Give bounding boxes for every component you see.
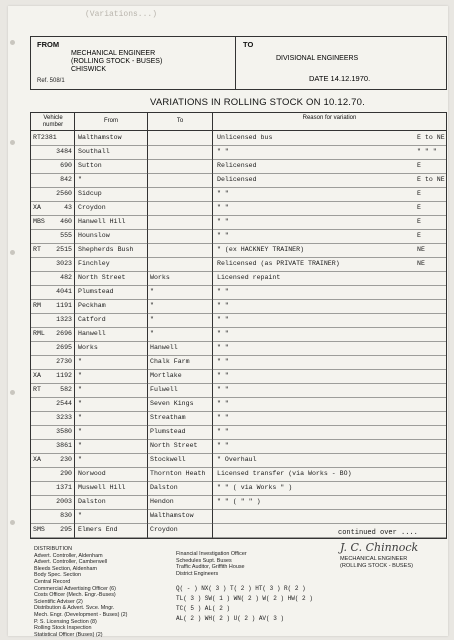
from-cell: "	[78, 428, 82, 435]
ref-number: Ref. 508/1	[37, 78, 65, 84]
vehicle-prefix: XA	[33, 372, 41, 379]
vehicle-number: 1192	[56, 372, 72, 379]
distribution-officer: Financial Investigation Officer	[176, 551, 247, 557]
vehicle-number: 1323	[56, 316, 72, 323]
table-row	[31, 286, 446, 300]
table-row	[31, 146, 446, 160]
table-row	[31, 384, 446, 398]
reason-cell: Unlicensed bus	[217, 134, 273, 141]
vehicle-number: 482	[60, 274, 72, 281]
reason-cell: " " ( " " )	[217, 498, 261, 505]
table-row	[31, 510, 446, 524]
table-row	[31, 468, 446, 482]
from-cell: Peckham	[78, 302, 106, 309]
from-line: (ROLLING STOCK - BUSES)	[71, 58, 163, 65]
from-cell: "	[78, 386, 82, 393]
from-cell: Hanwell Hill	[78, 218, 126, 225]
vehicle-number: 4041	[56, 288, 72, 295]
header-vehicle: Vehicle number	[42, 115, 64, 128]
faint-header: (Variations...)	[85, 10, 158, 19]
distribution-item: Distribution & Advert. Svce. Mngr.	[34, 605, 115, 612]
variations-table	[30, 112, 447, 539]
sign-line: (ROLLING STOCK - BUSES)	[340, 562, 413, 569]
vehicle-prefix: XA	[33, 204, 41, 211]
region-cell: E	[417, 218, 421, 225]
from-cell: "	[78, 512, 82, 519]
distribution-officer: District Engineers	[176, 570, 219, 577]
vehicle-number: 830	[60, 512, 72, 519]
table-row	[31, 426, 446, 440]
vehicle-prefix: RT	[33, 386, 41, 393]
table-row	[31, 216, 446, 230]
distribution-item: Body Spec. Section	[34, 572, 82, 579]
header-reason: Reason for variation	[302, 115, 357, 121]
vehicle-number: 2730	[56, 358, 72, 365]
vehicle-number: 230	[60, 456, 72, 463]
sign-line: MECHANICAL ENGINEER	[340, 556, 408, 562]
to-cell: North Street	[150, 442, 198, 449]
from-cell: Croydon	[78, 204, 106, 211]
region-cell: NE	[417, 246, 425, 253]
vehicle-number: 2696	[56, 330, 72, 337]
vehicle-number: 2695	[56, 344, 72, 351]
reason-cell: " "	[217, 400, 229, 407]
vehicle-number: 582	[60, 386, 72, 393]
to-cell: Chalk Farm	[150, 358, 190, 365]
to-cell: Stockwell	[150, 456, 186, 463]
reason-cell: " "	[217, 358, 229, 365]
from-cell: Muswell Hill	[78, 484, 126, 491]
to-cell: "	[150, 302, 154, 309]
region-cell: E to NE	[417, 134, 445, 141]
vehicle-prefix: RT2381	[33, 134, 57, 141]
table-row	[31, 202, 446, 216]
from-cell: "	[78, 358, 82, 365]
vehicle-number: 290	[60, 470, 72, 477]
table-row	[31, 174, 446, 188]
from-label: FROM	[37, 40, 60, 49]
distribution-officer: Schedules Supt. Buses	[176, 557, 232, 564]
distribution-list	[34, 546, 127, 638]
from-line: MECHANICAL ENGINEER	[71, 50, 156, 57]
reason-cell: Delicensed	[217, 176, 257, 183]
reason-cell: " Overhaul	[217, 456, 257, 463]
vehicle-number: 555	[60, 232, 72, 239]
from-cell: North Street	[78, 274, 126, 281]
to-cell: Fulwell	[150, 386, 178, 393]
from-address	[71, 50, 162, 74]
from-cell: Norwood	[78, 470, 106, 477]
distribution-item: Costs Officer (Mech. Engr.-Buses)	[34, 592, 116, 599]
vehicle-number: 3023	[56, 260, 72, 267]
reason-cell: " " ( via Works " )	[217, 484, 293, 491]
header-from: From	[104, 118, 118, 124]
region-cell: " " "	[417, 148, 437, 155]
from-line: CHISWICK	[71, 66, 106, 73]
reason-cell: " "	[217, 232, 229, 239]
table-row	[31, 244, 446, 258]
distribution-item: DISTRIBUTION	[34, 546, 73, 552]
to-cell: Mortlake	[150, 372, 182, 379]
from-cell: Sutton	[78, 162, 102, 169]
vehicle-number: 3233	[56, 414, 72, 421]
from-cell: Elmers End	[78, 526, 118, 533]
vehicle-number: 460	[60, 218, 72, 225]
table-row	[31, 160, 446, 174]
signature: J. C. Chinnock	[340, 541, 419, 554]
from-cell: "	[78, 456, 82, 463]
from-cell: Shepherds Bush	[78, 246, 134, 253]
district-codes	[176, 584, 313, 624]
table-row	[31, 412, 446, 426]
table-row	[31, 188, 446, 202]
from-cell: "	[78, 400, 82, 407]
from-cell: Hounslow	[78, 232, 110, 239]
memo-date: DATE 14.12.1970.	[309, 74, 371, 83]
to-cell: Thornton Heath	[150, 470, 206, 477]
reason-cell: " "	[217, 442, 229, 449]
to-cell: Streatham	[150, 414, 186, 421]
from-cell: Walthamstow	[78, 134, 122, 141]
vehicle-prefix: XA	[33, 456, 41, 463]
to-cell: Hendon	[150, 498, 174, 505]
vehicle-prefix: RM	[33, 302, 41, 309]
distribution-officer: Traffic Auditor, Griffith House	[176, 564, 245, 571]
district-code-line: AL( 2 ) WH( 2 ) U( 2 ) AV( 3 )	[176, 615, 285, 622]
from-cell: "	[78, 442, 82, 449]
region-cell: E	[417, 190, 421, 197]
table-row	[31, 300, 446, 314]
vehicle-prefix: RT	[33, 246, 41, 253]
distribution-item: P. S. Licensing Section (8)	[34, 618, 97, 625]
distribution-item: Commercial Advertising Officer (6)	[34, 585, 116, 592]
region-cell: E to NE	[417, 176, 445, 183]
table-row	[31, 370, 446, 384]
vehicle-prefix: MBS	[33, 218, 45, 225]
from-cell: Southall	[78, 148, 110, 155]
table-row	[31, 440, 446, 454]
header-to: To	[176, 118, 184, 124]
distribution-item: Advert. Controller, Camberwell	[34, 559, 108, 566]
from-cell: Catford	[78, 316, 106, 323]
reason-cell: " "	[217, 428, 229, 435]
table-row	[31, 454, 446, 468]
region-cell: E	[417, 232, 421, 239]
distribution-item: Statistical Officer (Buses) (2)	[34, 631, 103, 638]
to-cell: "	[150, 316, 154, 323]
district-code-line: TL( 3 ) SW( 1 ) WN( 2 ) W( 2 ) HW( 2 )	[176, 595, 313, 602]
reason-cell: " "	[217, 386, 229, 393]
vehicle-number: 842	[60, 176, 72, 183]
to-address: DIVISIONAL ENGINEERS	[276, 55, 359, 62]
distribution-item: Bleeds Section, Aldenham	[34, 565, 97, 572]
reason-cell: " "	[217, 414, 229, 421]
table-row	[31, 132, 446, 146]
to-label: TO	[243, 40, 254, 49]
region-cell: NE	[417, 260, 425, 267]
table-row	[31, 258, 446, 272]
from-cell: Hanwell	[78, 330, 106, 337]
table-row	[31, 342, 446, 356]
reason-cell: " "	[217, 316, 229, 323]
table-row	[31, 328, 446, 342]
from-cell: Finchley	[78, 260, 110, 267]
from-cell: Works	[78, 344, 98, 351]
distribution-item: Scientific Adviser (2)	[34, 598, 83, 605]
table-row	[31, 314, 446, 328]
memo-header	[30, 36, 447, 90]
reason-cell: " "	[217, 204, 229, 211]
signature-block	[340, 556, 413, 569]
page-title: VARIATIONS IN ROLLING STOCK ON 10.12.70.	[150, 97, 365, 108]
vehicle-number: 2003	[56, 498, 72, 505]
region-cell: E	[417, 162, 421, 169]
to-cell: Hanwell	[150, 344, 178, 351]
distribution-item: Mech. Engr. (Development - Buses) (2)	[34, 611, 128, 618]
reason-cell: " "	[217, 218, 229, 225]
table-row	[31, 496, 446, 510]
vehicle-number: 3484	[56, 148, 72, 155]
to-cell: Plumstead	[150, 428, 186, 435]
table-row	[31, 482, 446, 496]
reason-cell: " "	[217, 148, 229, 155]
vehicle-number: 1371	[56, 484, 72, 491]
distribution-item: Central Record	[34, 578, 71, 585]
reason-cell: " "	[217, 344, 229, 351]
vehicle-number: 3580	[56, 428, 72, 435]
to-cell: "	[150, 288, 154, 295]
distribution-officers	[176, 551, 247, 577]
from-cell: Sidcup	[78, 190, 102, 197]
table-row	[31, 356, 446, 370]
region-cell: E	[417, 204, 421, 211]
to-cell: Croydon	[150, 526, 178, 533]
reason-cell: Relicensed (as PRIVATE TRAINER)	[217, 260, 340, 267]
punch-holes	[10, 0, 22, 640]
table-row	[31, 230, 446, 244]
reason-cell: " "	[217, 190, 229, 197]
vehicle-number: 295	[60, 526, 72, 533]
reason-cell: Licensed transfer (via Works - BO)	[217, 470, 352, 477]
distribution-item: Rolling Stock Inspection	[34, 625, 92, 632]
to-cell: Seven Kings	[150, 400, 194, 407]
district-code-line: Q( - ) NX( 3 ) T( 2 ) HT( 3 ) R( 2 )	[176, 585, 306, 592]
district-code-line: TC( 5 ) AL( 2 )	[176, 605, 231, 612]
reason-cell: Relicensed	[217, 162, 257, 169]
distribution-item: Advert. Controller, Aldenham	[34, 552, 103, 559]
to-cell: Works	[150, 274, 170, 281]
from-cell: Dalston	[78, 498, 106, 505]
from-cell: "	[78, 414, 82, 421]
to-cell: "	[150, 330, 154, 337]
reason-cell: Licensed repaint	[217, 274, 281, 281]
vehicle-number: 2544	[56, 400, 72, 407]
from-cell: "	[78, 176, 82, 183]
reason-cell: " "	[217, 288, 229, 295]
vehicle-prefix: RML	[33, 330, 45, 337]
vehicle-number: 690	[60, 162, 72, 169]
table-row	[31, 398, 446, 412]
from-cell: "	[78, 372, 82, 379]
continued-note: continued over ....	[338, 529, 418, 537]
vehicle-number: 2560	[56, 190, 72, 197]
table-row	[31, 272, 446, 286]
to-cell: Walthamstow	[150, 512, 194, 519]
vehicle-prefix: SMS	[33, 526, 45, 533]
vehicle-number: 3861	[56, 442, 72, 449]
reason-cell: " "	[217, 372, 229, 379]
vehicle-number: 2515	[56, 246, 72, 253]
to-cell: Dalston	[150, 484, 178, 491]
reason-cell: " "	[217, 302, 229, 309]
vehicle-number: 43	[64, 204, 72, 211]
vehicle-number: 1191	[56, 302, 72, 309]
from-cell: Plumstead	[78, 288, 114, 295]
reason-cell: " (ex HACKNEY TRAINER)	[217, 246, 305, 253]
reason-cell: " "	[217, 330, 229, 337]
